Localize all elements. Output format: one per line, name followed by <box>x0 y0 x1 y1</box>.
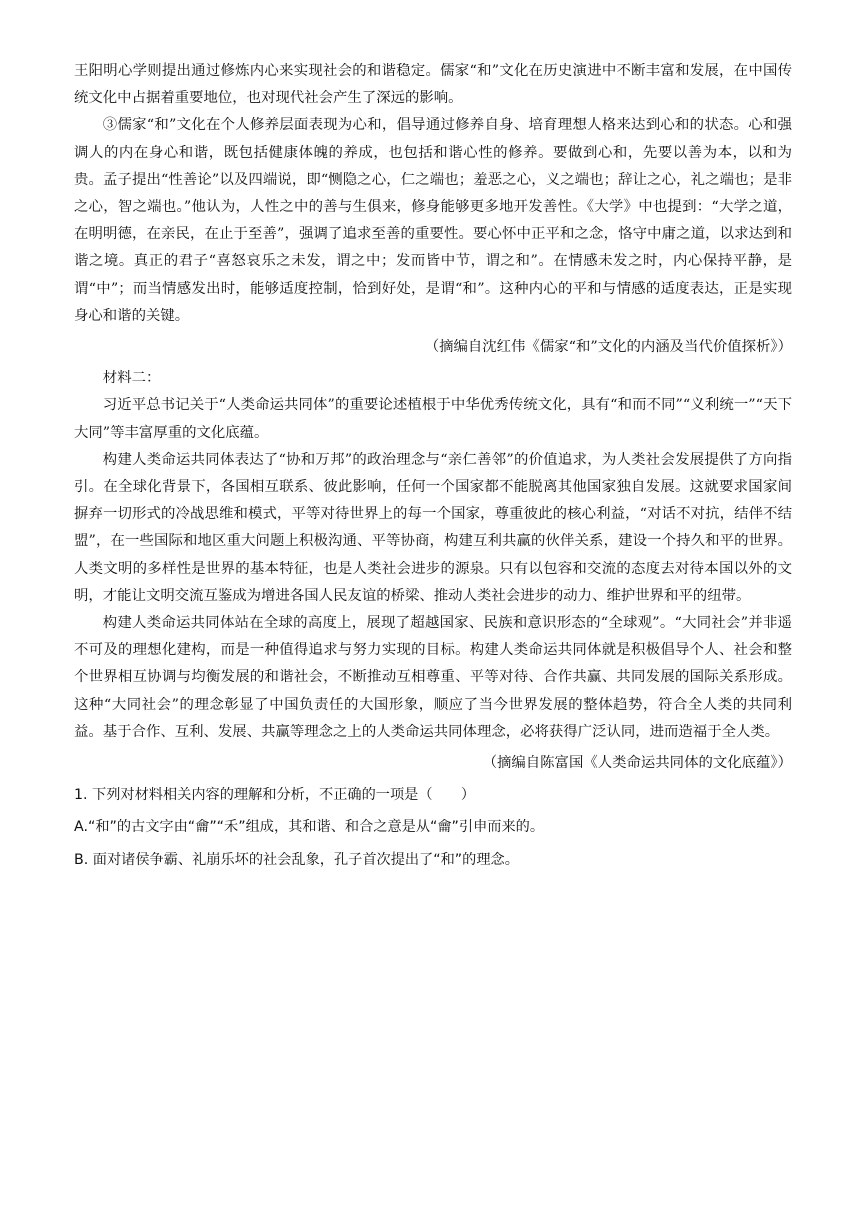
material-2-paragraph-2: 构建人类命运共同体表达了“协和万邦”的政治理念与“亲仁善邻”的价值追求，为人类社会发展提供了方向指引。在全球化背景下，各国相互联系、彼此影响，任何一个国家都不能脱离其他国家独自发展。这就要求国家间摒弃一切形式的冷战思维和模式，平等对待世界上的每一个国家，尊重彼此的核心利益，“对话不对抗，结伴不结盟”，在一些国际和地区重大问题上积极沟通、平等协商，构建互利共赢的伙伴关系，建设一个持久和平的世界。人类文明的多样性是世界的基本特征，也是人类社会进步的源泉。只有以包容和交流的态度去对待本国以外的文明，才能让文明交流互鉴成为增进各国人民友谊的桥梁、推动人类社会进步的动力、维护世界和平的纽带。 <box>74 451 792 604</box>
source-citation-1: （摘编自沈红伟《儒家“和”文化的内涵及当代价值探析》） <box>424 339 792 356</box>
material-2-label: 材料二： <box>102 370 161 387</box>
option-b: B. 面对诸侯争霸、礼崩乐坏的社会乱象，孔子首次提出了“和”的理念。 <box>74 852 519 869</box>
paragraph-3: ③儒家“和”文化在个人修养层面表现为心和，倡导通过修养自身、培育理想人格来达到心和的状态。心和强调人的内在身心和谐，既包括健康体魄的养成，也包括和谐心性的修养。要做到心和，先要以善为本，以和为贵。孟子提出“性善论”以及四端说，即“恻隐之心，仁之端也；羞恶之心，义之端也；辞让之心，礼之端也；是非之心，智之端也。”他认为，人性之中的善与生俱来，修身能够更多地开发善性。《大学》中也提到：“大学之道，在明明德，在亲民，在止于至善”，强调了追求至善的重要性。要心怀中正平和之念，恪守中庸之道，以求达到和谐之境。真正的君子“喜怒哀乐之未发，谓之中；发而皆中节，谓之和”。在情感未发之时，内心保持平静，是谓“中”；而当情感发出时，能够适度控制，恰到好处，是谓“和”。这种内心的平和与情感的适度表达，正是实现身心和谐的关键。 <box>74 117 792 324</box>
source-citation-2: （摘编自陈富国《人类命运共同体的文化底蕴》） <box>482 755 792 772</box>
document-page <box>74 58 792 877</box>
option-a: A.“和”的古文字由“龠”“禾”组成，其和谐、和合之意是从“龠”引申而来的。 <box>74 819 545 836</box>
material-2-paragraph-1: 习近平总书记关于“人类命运共同体”的重要论述植根于中华优秀传统文化，具有“和而不同”“义利统一”“天下大同”等丰富厚重的文化底蕴。 <box>74 397 792 441</box>
question-1: 1. 下列对材料相关内容的理解和分析，不正确的一项是（ ） <box>74 787 476 804</box>
material-2-paragraph-3: 构建人类命运共同体站在全球的高度上，展现了超越国家、民族和意识形态的“全球观”。“大同社会”并非遥不可及的理想化建构，而是一种值得追求与努力实现的目标。构建人类命运共同体就是积极倡导个人、社会和整个世界相互协调与均衡发展的和谐社会，不断推动互相尊重、平等对待、合作共赢、共同发展的国际关系形成。这种“大同社会”的理念彰显了中国负责任的大国形象，顺应了当今世界发展的整体趋势，符合全人类的共同利益。基于合作、互利、发展、共赢等理念之上的人类命运共同体理念，必将获得广泛认同，进而造福于全人类。 <box>74 615 792 740</box>
paragraph-continuation: 王阳明心学则提出通过修炼内心来实现社会的和谐稳定。儒家“和”文化在历史演进中不断丰富和发展，在中国传统文化中占据着重要地位，也对现代社会产生了深远的影响。 <box>74 63 792 107</box>
